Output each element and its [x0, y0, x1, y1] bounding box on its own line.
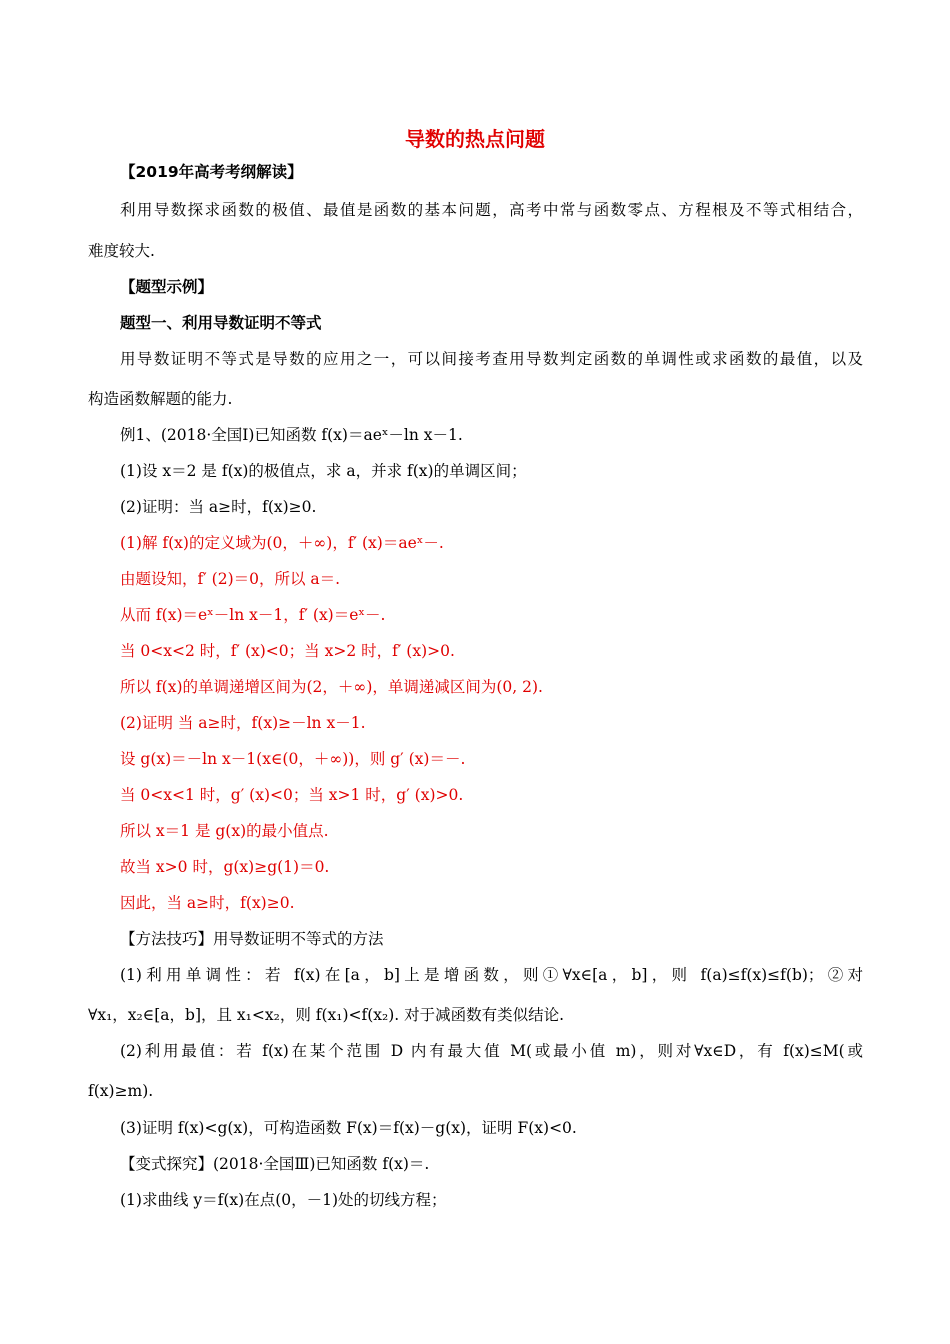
method-2-line-2: f(x)≥m).: [88, 1082, 154, 1100]
solution-line: 所以 f(x)的单调递增区间为(2，＋∞)，单调递减区间为(0, 2).: [120, 678, 543, 696]
method-3: (3)证明 f(x)<g(x)，可构造函数 F(x)＝f(x)－g(x)，证明 F(x)<0.: [120, 1119, 577, 1137]
solution-line: 从而 f(x)＝eˣ－ln x－1，f′ (x)＝eˣ－.: [120, 606, 386, 624]
section-examples-heading: 【题型示例】: [120, 278, 214, 296]
solution-line: (1)解 f(x)的定义域为(0，＋∞)，f′ (x)＝aeˣ－.: [120, 534, 444, 552]
section-outline-heading: 【2019年高考考纲解读】: [120, 163, 303, 181]
document-title: 导数的热点问题: [405, 127, 545, 151]
variant-question-1: (1)求曲线 y＝f(x)在点(0，－1)处的切线方程；: [120, 1191, 447, 1209]
solution-line: 由题设知，f′ (2)＝0，所以 a＝.: [120, 570, 341, 588]
outline-paragraph-line-2: 难度较大.: [88, 242, 155, 260]
method-2-line-1: (2)利用最值：若 f(x)在某个范围 D 内有最大值 M(或最小值 m)，则对∀x∈D，有 f(x)≤M(或: [120, 1042, 863, 1060]
solution-line: (2)证明 当 a≥时，f(x)≥－ln x－1.: [120, 714, 366, 732]
solution-line: 当 0<x<2 时，f′ (x)<0；当 x>2 时，f′ (x)>0.: [120, 642, 455, 660]
example1-statement: 例1、(2018·全国Ⅰ)已知函数 f(x)＝aeˣ－ln x－1.: [120, 426, 463, 444]
solution-line: 当 0<x<1 时，g′ (x)<0；当 x>1 时，g′ (x)>0.: [120, 786, 464, 804]
type1-paragraph-line-2: 构造函数解题的能力.: [88, 390, 233, 408]
method-heading: 【方法技巧】用导数证明不等式的方法: [120, 930, 384, 948]
method-1-line-2: ∀x₁，x₂∈[a，b]，且 x₁<x₂，则 f(x₁)<f(x₂). 对于减函数有类似结论.: [88, 1006, 565, 1024]
example1-question-2: (2)证明：当 a≥时，f(x)≥0.: [120, 498, 317, 516]
type1-paragraph-line-1: 用导数证明不等式是导数的应用之一，可以间接考查用导数判定函数的单调性或求函数的最值，以及: [120, 350, 863, 368]
solution-line: 故当 x>0 时，g(x)≥g(1)＝0.: [120, 858, 330, 876]
variant-heading: 【变式探究】(2018·全国Ⅲ)已知函数 f(x)＝.: [120, 1155, 430, 1173]
type1-heading: 题型一、利用导数证明不等式: [120, 314, 322, 332]
example1-question-1: (1)设 x＝2 是 f(x)的极值点，求 a，并求 f(x)的单调区间；: [120, 462, 527, 480]
method-1-line-1: (1)利用单调性：若 f(x)在[a，b]上是增函数，则①∀x∈[a，b]，则 f(a)≤f(x)≤f(b)；②对: [120, 966, 863, 984]
solution-line: 设 g(x)＝－ln x－1(x∈(0，＋∞))，则 g′ (x)＝－.: [120, 750, 466, 768]
outline-paragraph-line-1: 利用导数探求函数的极值、最值是函数的基本问题，高考中常与函数零点、方程根及不等式相结合，: [120, 201, 863, 219]
solution-line: 因此，当 a≥时，f(x)≥0.: [120, 894, 295, 912]
solution-line: 所以 x＝1 是 g(x)的最小值点.: [120, 822, 329, 840]
